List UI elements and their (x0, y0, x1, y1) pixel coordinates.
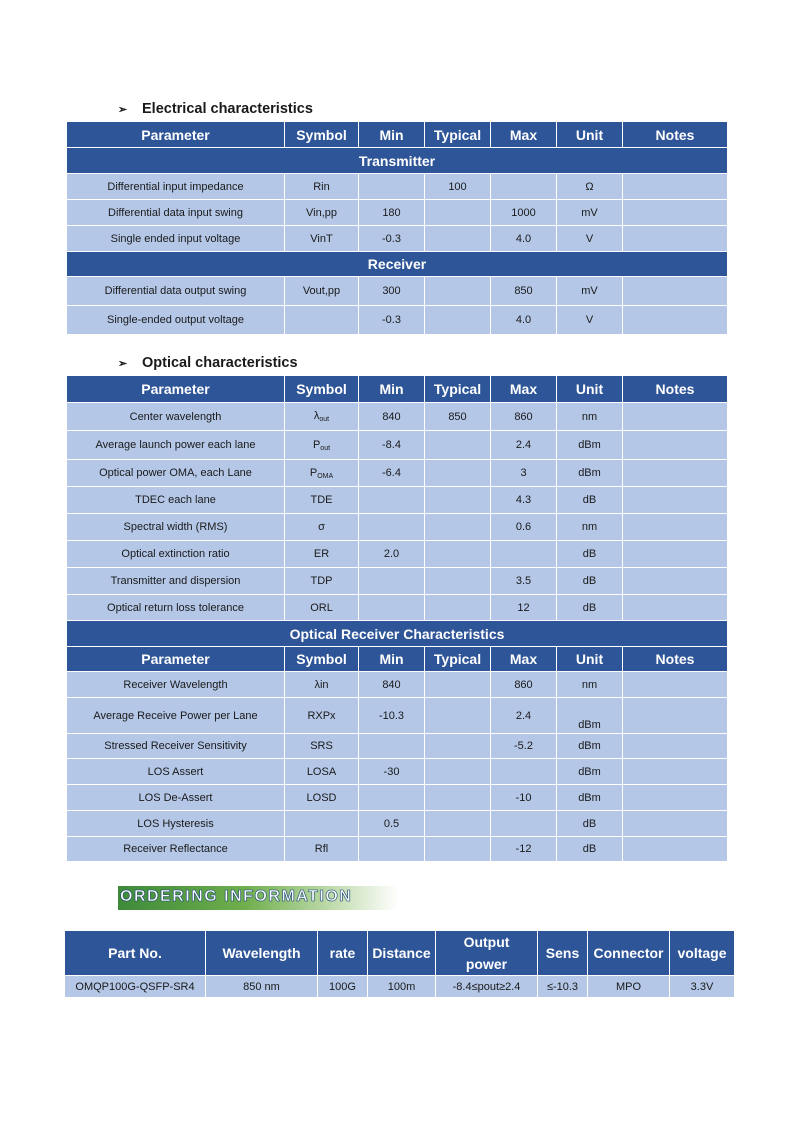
table-row (67, 672, 728, 698)
cell-typical (425, 698, 491, 734)
cell-max: -12 (491, 837, 557, 862)
cell-typical (425, 487, 491, 514)
cell-wavelength: 850 nm (206, 976, 318, 998)
cell-unit: dB (557, 568, 623, 595)
cell-min: 300 (359, 277, 425, 306)
col-header-parameter: Parameter (67, 122, 285, 148)
table-row (67, 568, 728, 595)
cell-max: 850 (491, 277, 557, 306)
cell-min: -8.4 (359, 431, 425, 460)
cell-unit: dBm (557, 431, 623, 460)
col-header-symbol: Symbol (285, 376, 359, 403)
col-header-min: Min (359, 647, 425, 672)
cell-symbol: RXPx (285, 698, 359, 734)
cell-symbol: λin (285, 672, 359, 698)
cell-max (491, 541, 557, 568)
cell-max: 0.6 (491, 514, 557, 541)
cell-typical (425, 277, 491, 306)
cell-notes (623, 541, 728, 568)
cell-notes (623, 785, 728, 811)
cell-parameter: Differential data input swing (67, 200, 285, 226)
cell-max: 3 (491, 460, 557, 487)
cell-typical (425, 811, 491, 837)
cell-min: 180 (359, 200, 425, 226)
cell-typical (425, 595, 491, 621)
ordering-banner-text: ORDERING INFORMATION (120, 888, 353, 905)
cell-notes (623, 277, 728, 306)
table-row (67, 431, 728, 460)
cell-notes (623, 568, 728, 595)
cell-parameter: Differential input impedance (67, 174, 285, 200)
cell-max: 860 (491, 403, 557, 431)
cell-connector: MPO (588, 976, 670, 998)
cell-max: 4.3 (491, 487, 557, 514)
cell-notes (623, 734, 728, 759)
cell-unit: nm (557, 403, 623, 431)
symbol-base: λ (313, 410, 320, 422)
cell-symbol (285, 460, 359, 487)
cell-min: 0.5 (359, 811, 425, 837)
cell-max: 2.4 (491, 431, 557, 460)
optical-header-row (67, 376, 728, 403)
cell-notes (623, 403, 728, 431)
cell-typical (425, 541, 491, 568)
table-row (67, 487, 728, 514)
col-header-parameter: Parameter (67, 376, 285, 403)
cell-notes (623, 226, 728, 252)
cell-typical: 100 (425, 174, 491, 200)
cell-min (359, 568, 425, 595)
cell-parameter: Differential data output swing (67, 277, 285, 306)
cell-parameter: LOS De-Assert (67, 785, 285, 811)
cell-typical (425, 514, 491, 541)
cell-unit: nm (557, 672, 623, 698)
cell-min: -30 (359, 759, 425, 785)
table-row (67, 595, 728, 621)
ordering-header-row (65, 931, 735, 976)
ordering-banner (118, 886, 398, 910)
table-row (67, 174, 728, 200)
cell-unit: nm (557, 514, 623, 541)
cell-unit: V (557, 226, 623, 252)
cell-distance: 100m (368, 976, 436, 998)
cell-symbol (285, 431, 359, 460)
cell-max (491, 759, 557, 785)
cell-max: 2.4 (491, 698, 557, 734)
cell-typical (425, 431, 491, 460)
cell-max (491, 174, 557, 200)
cell-unit: dBm (557, 460, 623, 487)
table-row (65, 976, 735, 998)
cell-unit: mV (557, 277, 623, 306)
cell-symbol: SRS (285, 734, 359, 759)
cell-max: 3.5 (491, 568, 557, 595)
cell-min: 840 (359, 403, 425, 431)
cell-min (359, 785, 425, 811)
cell-symbol: LOSD (285, 785, 359, 811)
cell-min: 2.0 (359, 541, 425, 568)
cell-max (491, 811, 557, 837)
cell-typical (425, 568, 491, 595)
col-header-typical: Typical (425, 647, 491, 672)
cell-symbol: Vin,pp (285, 200, 359, 226)
optical-title-text: Optical characteristics (142, 355, 298, 371)
arrow-bullet-icon: ➢ (118, 358, 128, 370)
cell-min (359, 174, 425, 200)
col-header-notes: Notes (623, 376, 728, 403)
receiver-label: Receiver (67, 252, 728, 277)
cell-min (359, 734, 425, 759)
cell-min: -0.3 (359, 226, 425, 252)
cell-unit: dB (557, 541, 623, 568)
cell-unit: dBm (557, 734, 623, 759)
cell-symbol: ORL (285, 595, 359, 621)
table-row (67, 734, 728, 759)
table-row (67, 837, 728, 862)
cell-notes (623, 174, 728, 200)
cell-rate: 100G (318, 976, 368, 998)
cell-parameter: Optical extinction ratio (67, 541, 285, 568)
cell-notes (623, 595, 728, 621)
col-header-unit: Unit (557, 122, 623, 148)
col-header-max: Max (491, 122, 557, 148)
electrical-header-row (67, 122, 728, 148)
cell-parameter: Receiver Reflectance (67, 837, 285, 862)
cell-parameter: Optical power OMA, each Lane (67, 460, 285, 487)
cell-typical (425, 226, 491, 252)
cell-notes (623, 837, 728, 862)
cell-sens: ≤-10.3 (538, 976, 588, 998)
cell-typical (425, 200, 491, 226)
cell-notes (623, 698, 728, 734)
col-header-wavelength: Wavelength (206, 931, 318, 976)
cell-notes (623, 672, 728, 698)
cell-max: 1000 (491, 200, 557, 226)
table-row (67, 514, 728, 541)
cell-min: 840 (359, 672, 425, 698)
table-row (67, 403, 728, 431)
cell-unit: mV (557, 200, 623, 226)
col-header-min: Min (359, 122, 425, 148)
optical-section-title (118, 355, 298, 371)
table-row (67, 460, 728, 487)
cell-typical (425, 460, 491, 487)
cell-symbol (285, 811, 359, 837)
cell-min: -6.4 (359, 460, 425, 487)
cell-output-power: -8.4≤pout≥2.4 (436, 976, 538, 998)
cell-symbol: ER (285, 541, 359, 568)
cell-parameter: Average launch power each lane (67, 431, 285, 460)
cell-part-no: OMQP100G-QSFP-SR4 (65, 976, 206, 998)
cell-min (359, 837, 425, 862)
symbol-subscript: out (319, 416, 330, 423)
table-row (67, 811, 728, 837)
col-header-parameter: Parameter (67, 647, 285, 672)
cell-typical (425, 306, 491, 335)
col-header-typical: Typical (425, 122, 491, 148)
cell-notes (623, 811, 728, 837)
cell-notes (623, 487, 728, 514)
electrical-section-title (118, 101, 313, 117)
col-header-max: Max (491, 647, 557, 672)
cell-symbol: Rfl (285, 837, 359, 862)
cell-unit: dB (557, 811, 623, 837)
optical-receiver-header-row (67, 647, 728, 672)
cell-unit: dB (557, 487, 623, 514)
electrical-title-text: Electrical characteristics (142, 101, 313, 117)
cell-symbol: TDP (285, 568, 359, 595)
symbol-base: P (309, 466, 318, 479)
col-header-connector: Connector (588, 931, 670, 976)
cell-max: 12 (491, 595, 557, 621)
cell-typical (425, 672, 491, 698)
col-header-distance: Distance (368, 931, 436, 976)
cell-max: 4.0 (491, 306, 557, 335)
col-header-notes: Notes (623, 122, 728, 148)
cell-symbol: VinT (285, 226, 359, 252)
cell-unit: dB (557, 595, 623, 621)
cell-notes (623, 431, 728, 460)
ordering-table (64, 930, 735, 998)
cell-max: -10 (491, 785, 557, 811)
cell-parameter: Optical return loss tolerance (67, 595, 285, 621)
cell-notes (623, 759, 728, 785)
optical-table (66, 375, 728, 862)
cell-symbol: σ (285, 514, 359, 541)
cell-max: 4.0 (491, 226, 557, 252)
table-row (67, 306, 728, 335)
cell-parameter: Single-ended output voltage (67, 306, 285, 335)
cell-parameter: Transmitter and dispersion (67, 568, 285, 595)
cell-symbol: LOSA (285, 759, 359, 785)
cell-parameter: Average Receive Power per Lane (67, 698, 285, 734)
cell-notes (623, 200, 728, 226)
cell-min: -10.3 (359, 698, 425, 734)
arrow-bullet-icon: ➢ (118, 104, 128, 116)
table-row (67, 226, 728, 252)
table-row (67, 277, 728, 306)
table-row (67, 759, 728, 785)
cell-parameter: LOS Hysteresis (67, 811, 285, 837)
cell-parameter: Single ended input voltage (67, 226, 285, 252)
cell-parameter: Spectral width (RMS) (67, 514, 285, 541)
symbol-base: P (312, 438, 321, 451)
col-header-unit: Unit (557, 376, 623, 403)
col-header-voltage: voltage (670, 931, 735, 976)
receiver-band (67, 252, 728, 277)
cell-notes (623, 460, 728, 487)
table-row (67, 541, 728, 568)
optical-receiver-label: Optical Receiver Characteristics (67, 621, 728, 647)
cell-unit: dBm (557, 785, 623, 811)
cell-typical: 850 (425, 403, 491, 431)
cell-symbol (285, 306, 359, 335)
cell-min (359, 514, 425, 541)
cell-typical (425, 785, 491, 811)
cell-parameter: Center wavelength (67, 403, 285, 431)
cell-unit: Ω (557, 174, 623, 200)
cell-min (359, 487, 425, 514)
col-header-min: Min (359, 376, 425, 403)
table-row (67, 698, 728, 734)
cell-parameter: TDEC each lane (67, 487, 285, 514)
col-header-part-no: Part No. (65, 931, 206, 976)
col-header-typical: Typical (425, 376, 491, 403)
cell-unit: dB (557, 837, 623, 862)
cell-symbol: TDE (285, 487, 359, 514)
cell-voltage: 3.3V (670, 976, 735, 998)
col-header-symbol: Symbol (285, 122, 359, 148)
col-header-output-power: Output power (436, 931, 538, 976)
table-row (67, 785, 728, 811)
cell-symbol: Vout,pp (285, 277, 359, 306)
col-header-rate: rate (318, 931, 368, 976)
cell-parameter: Stressed Receiver Sensitivity (67, 734, 285, 759)
cell-typical (425, 734, 491, 759)
cell-max: 860 (491, 672, 557, 698)
cell-parameter: Receiver Wavelength (67, 672, 285, 698)
transmitter-band (67, 148, 728, 174)
col-header-unit: Unit (557, 647, 623, 672)
col-header-notes: Notes (623, 647, 728, 672)
symbol-subscript: out (320, 444, 331, 452)
cell-unit: dBm (557, 698, 623, 734)
cell-typical (425, 759, 491, 785)
col-header-symbol: Symbol (285, 647, 359, 672)
symbol-subscript: OMA (317, 472, 334, 480)
col-header-sens: Sens (538, 931, 588, 976)
cell-notes (623, 514, 728, 541)
cell-min: -0.3 (359, 306, 425, 335)
cell-unit: V (557, 306, 623, 335)
cell-max: -5.2 (491, 734, 557, 759)
electrical-table (66, 121, 728, 335)
cell-symbol (285, 403, 359, 431)
cell-notes (623, 306, 728, 335)
cell-parameter: LOS Assert (67, 759, 285, 785)
cell-symbol: Rin (285, 174, 359, 200)
cell-unit: dBm (557, 759, 623, 785)
cell-typical (425, 837, 491, 862)
optical-receiver-band (67, 621, 728, 647)
cell-min (359, 595, 425, 621)
col-header-max: Max (491, 376, 557, 403)
transmitter-label: Transmitter (67, 148, 728, 174)
table-row (67, 200, 728, 226)
